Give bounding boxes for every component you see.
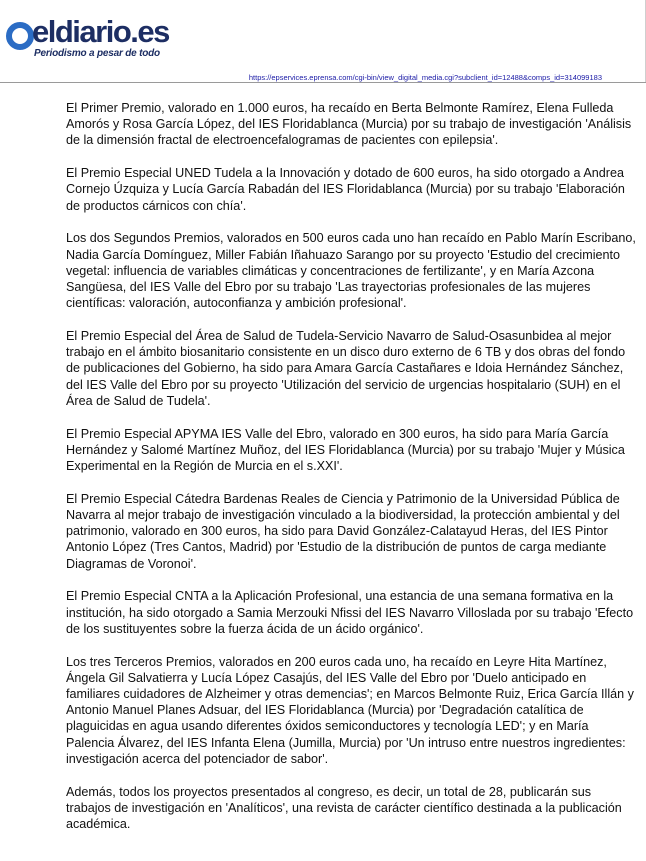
article-paragraph: Los tres Terceros Premios, valorados en 200 euros cada uno, ha recaído en Leyre Hita Martínez, Ángela Gil Salvatierra y Lucía López Casajús, del IES Valle del Ebro por 'Duelo anticipado en familiares cuidadores de Alzheimer y otras demencias'; en Marcos Belmonte Ruiz, Erica García Illán y Antonio Manuel Planes Adsuar, del IES Floridablanca (Murcia) por 'Degradación catalítica de plaguicidas en agua usando diferentes óxidos semiconductores y tecnología LED'; y en María Palencia Álvarez, del IES Infanta Elena (Jumilla, Murcia) por 'Un intruso entre nuestros ingredientes: investigación acerca del potenciador de sabor'. [66, 654, 634, 766]
logo-circle-icon [6, 22, 34, 50]
header-rule [0, 82, 646, 83]
article-paragraph: Los dos Segundos Premios, valorados en 500 euros cada uno han recaído en Pablo Marín Escribano, Nadia García Domínguez, Miller Fabián Iñahuazo Sarango por su proyecto 'Estudio del crecimiento vegetal: influencia de variables climáticas y concentraciones de fertilizante', y en María Azcona Sangüesa, del IES Valle del Ebro por su trabajo 'Las trayectorias profesionales de las mujeres científicas: valoración, autoconfianza y ambición profesional'. [66, 231, 636, 311]
article-paragraph: El Primer Premio, valorado en 1.000 euros, ha recaído en Berta Belmonte Ramírez, Elena Fulleda Amorós y Rosa García López, del IES Floridablanca (Murcia) por su trabajo de investigación 'Análisis de la dimensión fractal de electroencefalogramas de pacientes con epilepsia'. [66, 101, 632, 148]
article-paragraph: El Premio Especial del Área de Salud de Tudela-Servicio Navarro de Salud-Osasunbidea al mejor trabajo en el ámbito biosanitario consistente en un disco duro externo de 6 TB y dos obras del fondo de publicaciones del Gobierno, ha sido para Amara García Castañares e Idoia Hernández Sánchez, del IES Valle del Ebro por su proyecto 'Utilización del servicio de urgencias hospitalario (SUH) en el Área de Salud de Tudela'. [66, 329, 626, 408]
article-body [66, 100, 636, 849]
source-url-link[interactable]: https://epservices.eprensa.com/cgi-bin/view_digital_media.cgi?subclient_id=12488&comps_id=314099183 [248, 73, 602, 82]
article-paragraph: El Premio Especial CNTA a la Aplicación Profesional, una estancia de una semana formativa en la institución, ha sido otorgado a Samia Merzouki Nfissi del IES Navarro Villoslada por su trabajo 'Efecto de los sustituyentes sobre la fuerza ácida de un ácido orgánico'. [66, 589, 634, 636]
article-paragraph: El Premio Especial APYMA IES Valle del Ebro, valorado en 300 euros, ha sido para María García Hernández y Salomé Martínez Muñoz, del IES Floridablanca (Murcia) por su trabajo 'Mujer y Música Experimental en la Región de Murcia en el s.XXI'. [66, 426, 625, 474]
page-header [0, 0, 646, 82]
article-paragraph: Además, todos los proyectos presentados al congreso, es decir, un total de 28, publicarán sus trabajos de investigación en 'Analíticos', una revista de carácter científico destinada a la publicación académica. [66, 784, 622, 832]
article-paragraph: El Premio Especial UNED Tudela a la Innovación y dotado de 600 euros, ha sido otorgado a Andrea Cornejo Úzquiza y Lucía García Rabadán del IES Floridablanca (Murcia) por su trabajo 'Elaboración de productos cárnicos con chía'. [66, 166, 625, 213]
eldiario-logo[interactable] [6, 12, 206, 62]
logo-tagline: Periodismo a pesar de todo [34, 48, 160, 59]
logo-name: eldiario.es [32, 14, 169, 49]
article-paragraph: El Premio Especial Cátedra Bardenas Reales de Ciencia y Patrimonio de la Universidad Pública de Navarra al mejor trabajo de investigación vinculado a la biodiversidad, la protección ambiental y del patrimonio, valorado en 300 euros, ha sido para David González-Calatayud Heras, del IES Pintor Antonio López (Tres Cantos, Madrid) por 'Estudio de la distribución de puntos de carga mediante Diagramas de Voronoi'. [66, 491, 620, 571]
